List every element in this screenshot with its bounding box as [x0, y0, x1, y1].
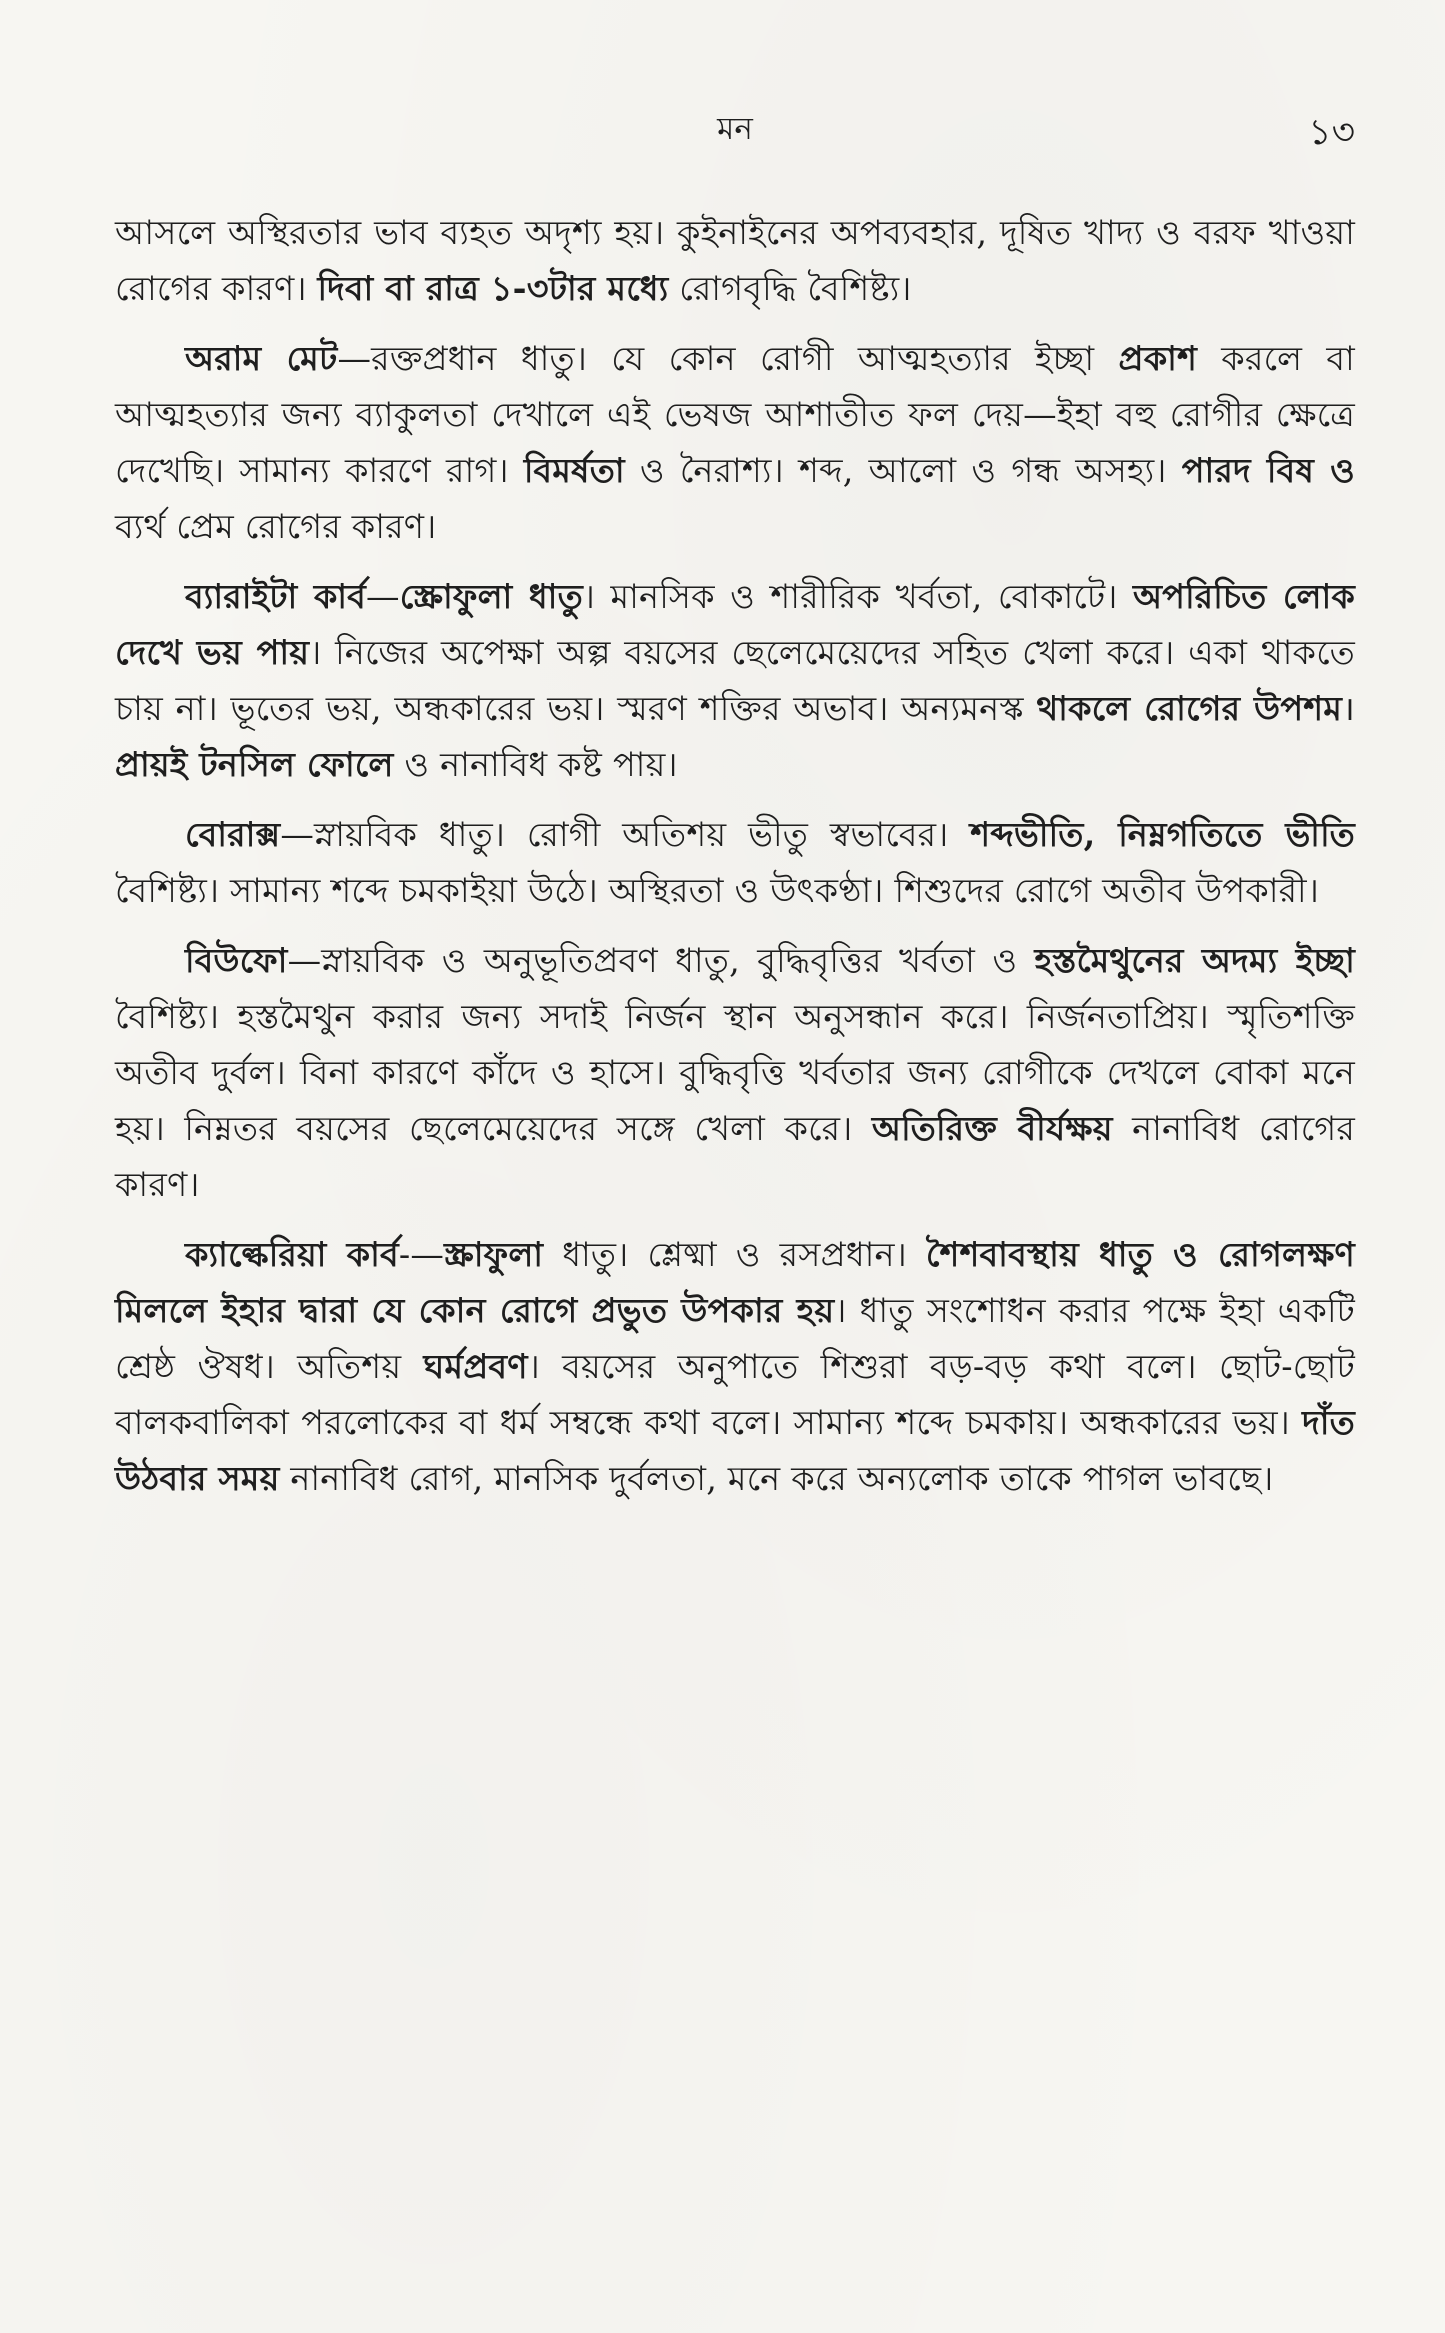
text-run: ও নানাবিধ কষ্ট পায়।	[393, 745, 678, 784]
bold-text-run: অপরিচিত লোক দেখে ভয় পায়	[115, 577, 1356, 672]
text-run: ধাতু। শ্লেষ্মা ও রসপ্রধান।	[543, 1235, 926, 1274]
text-run: ও নৈরাশ্য। শব্দ, আলো ও গন্ধ অসহ্য।	[624, 451, 1182, 490]
bold-text-run: বোরাক্স	[185, 815, 281, 854]
bold-text-run: স্ক্রোফুলা ধাতু	[399, 577, 583, 616]
paragraph-baryta-carb	[115, 569, 1355, 793]
bold-text-run: অতিরিক্ত বীর্যক্ষয়	[871, 1109, 1113, 1148]
bold-text-run: শৈশবাবস্থায় ধাতু ও রোগলক্ষণ মিললে ইহার দ্বারা যে কোন রোগে প্রভুত উপকার হয়	[115, 1235, 1355, 1330]
text-run: ।	[1342, 689, 1355, 728]
text-run: -—	[398, 1235, 445, 1274]
text-run: —রক্তপ্রধান ধাতু। যে কোন রোগী আত্মহত্যার ইচ্ছা	[337, 339, 1119, 378]
bold-text-run: পারদ বিষ ও	[1181, 451, 1355, 490]
paragraph-aurum-met	[115, 331, 1355, 555]
text-run: রোগবৃদ্ধি বৈশিষ্ট্য।	[668, 269, 912, 308]
page-number: ১৩	[1308, 112, 1355, 153]
text-run: —	[366, 577, 400, 616]
text-run: । নিজের অপেক্ষা অল্প বয়সের ছেলেমেয়েদের সহিত খেলা করে। একা থাকতে চায় না। ভূতের ভয়, অন্ধকারের ভয়। স্মরণ শক্তির অভাব। অন্যমনস্ক	[115, 633, 1355, 728]
text-run: ব্যর্থ প্রেম রোগের কারণ।	[115, 507, 437, 546]
text-run: আসলে অস্থিরতার ভাব ব্যহত অদৃশ্য হয়। কুইনাইনের অপব্যবহার, দূষিত খাদ্য ও বরফ খাওয়া রোগের কারণ।	[115, 213, 1355, 308]
text-run: নানাবিধ রোগ, মানসিক দুর্বলতা, মনে করে অন্যলোক তাকে পাগল ভাবছে।	[279, 1459, 1274, 1498]
text-run: করলে বা আত্মহত্যার জন্য ব্যাকুলতা দেখালে এই ভেষজ আশাতীত ফল দেয়—ইহা বহু রোগীর ক্ষেত্রে দেখেছি। সামান্য কারণে রাগ।	[115, 339, 1355, 490]
paragraph-calcarea-carb	[115, 1227, 1355, 1507]
text-run: । মানসিক ও শারীরিক খর্বতা, বোকাটে।	[582, 577, 1133, 616]
bold-text-run: দাঁত উঠবার সময়	[115, 1403, 1355, 1498]
paragraph-bufo	[115, 933, 1355, 1213]
text-run: নানাবিধ রোগের কারণ।	[115, 1109, 1355, 1204]
bold-text-run: শব্দভীতি, নিম্নগতিতে ভীতি	[970, 815, 1355, 854]
bold-text-run: বিউফো	[185, 941, 288, 980]
bold-text-run: হস্তমৈথুনের অদম্য ইচ্ছা	[1034, 941, 1355, 980]
body-text	[115, 205, 1355, 1521]
bold-text-run: স্ক্রাফুলা	[444, 1235, 544, 1274]
bold-text-run: বিমর্ষতা	[523, 451, 625, 490]
bold-text-run: ঘর্মপ্রবণ	[423, 1347, 528, 1386]
bold-text-run: অরাম মেট	[185, 339, 338, 378]
text-run: । ধাতু সংশোধন করার পক্ষে ইহা একটি শ্রেষ্ঠ ঔষধ। অতিশয়	[115, 1291, 1356, 1386]
text-run: —স্নায়বিক ও অনুভূতিপ্রবণ ধাতু, বুদ্ধিবৃত্তির খর্বতা ও	[287, 941, 1035, 980]
paragraph-intro	[115, 205, 1355, 317]
bold-text-run: প্রায়ই টনসিল ফোলে	[115, 745, 394, 784]
bold-text-run: ব্যারাইটা কার্ব	[185, 577, 367, 616]
text-run: । বয়সের অনুপাতে শিশুরা বড়-বড় কথা বলে। ছোট-ছোট বালকবালিকা পরলোকের বা ধর্ম সম্বন্ধে কথা বলে। সামান্য শব্দে চমকায়। অন্ধকারের ভয়।	[115, 1347, 1355, 1442]
page-header	[115, 105, 1355, 165]
text-run: বৈশিষ্ট্য। হস্তমৈথুন করার জন্য সদাই নির্জন স্থান অনুসন্ধান করে। নির্জনতাপ্রিয়। স্মৃতিশক্তি অতীব দুর্বল। বিনা কারণে কাঁদে ও হাসে। বুদ্ধিবৃত্তি খর্বতার জন্য রোগীকে দেখলে বোকা মনে হয়। নিম্নতর বয়সের ছেলেমেয়েদের সঙ্গে খেলা করে।	[115, 997, 1355, 1148]
paragraph-borax	[115, 807, 1355, 919]
text-run: —স্নায়বিক ধাতু। রোগী অতিশয় ভীতু স্বভাবের।	[280, 815, 971, 854]
bold-text-run: ক্যাল্কেরিয়া কার্ব	[185, 1235, 399, 1274]
bold-text-run: দিবা বা রাত্র ১-৩টার মধ্যে	[317, 269, 669, 308]
running-title: মন	[717, 111, 753, 147]
text-run: বৈশিষ্ট্য। সামান্য শব্দে চমকাইয়া উঠে। অস্থিরতা ও উৎকণ্ঠা। শিশুদের রোগে অতীব উপকারী।	[115, 871, 1320, 910]
bold-text-run: প্রকাশ	[1118, 339, 1198, 378]
bold-text-run: থাকলে রোগের উপশম	[1036, 689, 1343, 728]
